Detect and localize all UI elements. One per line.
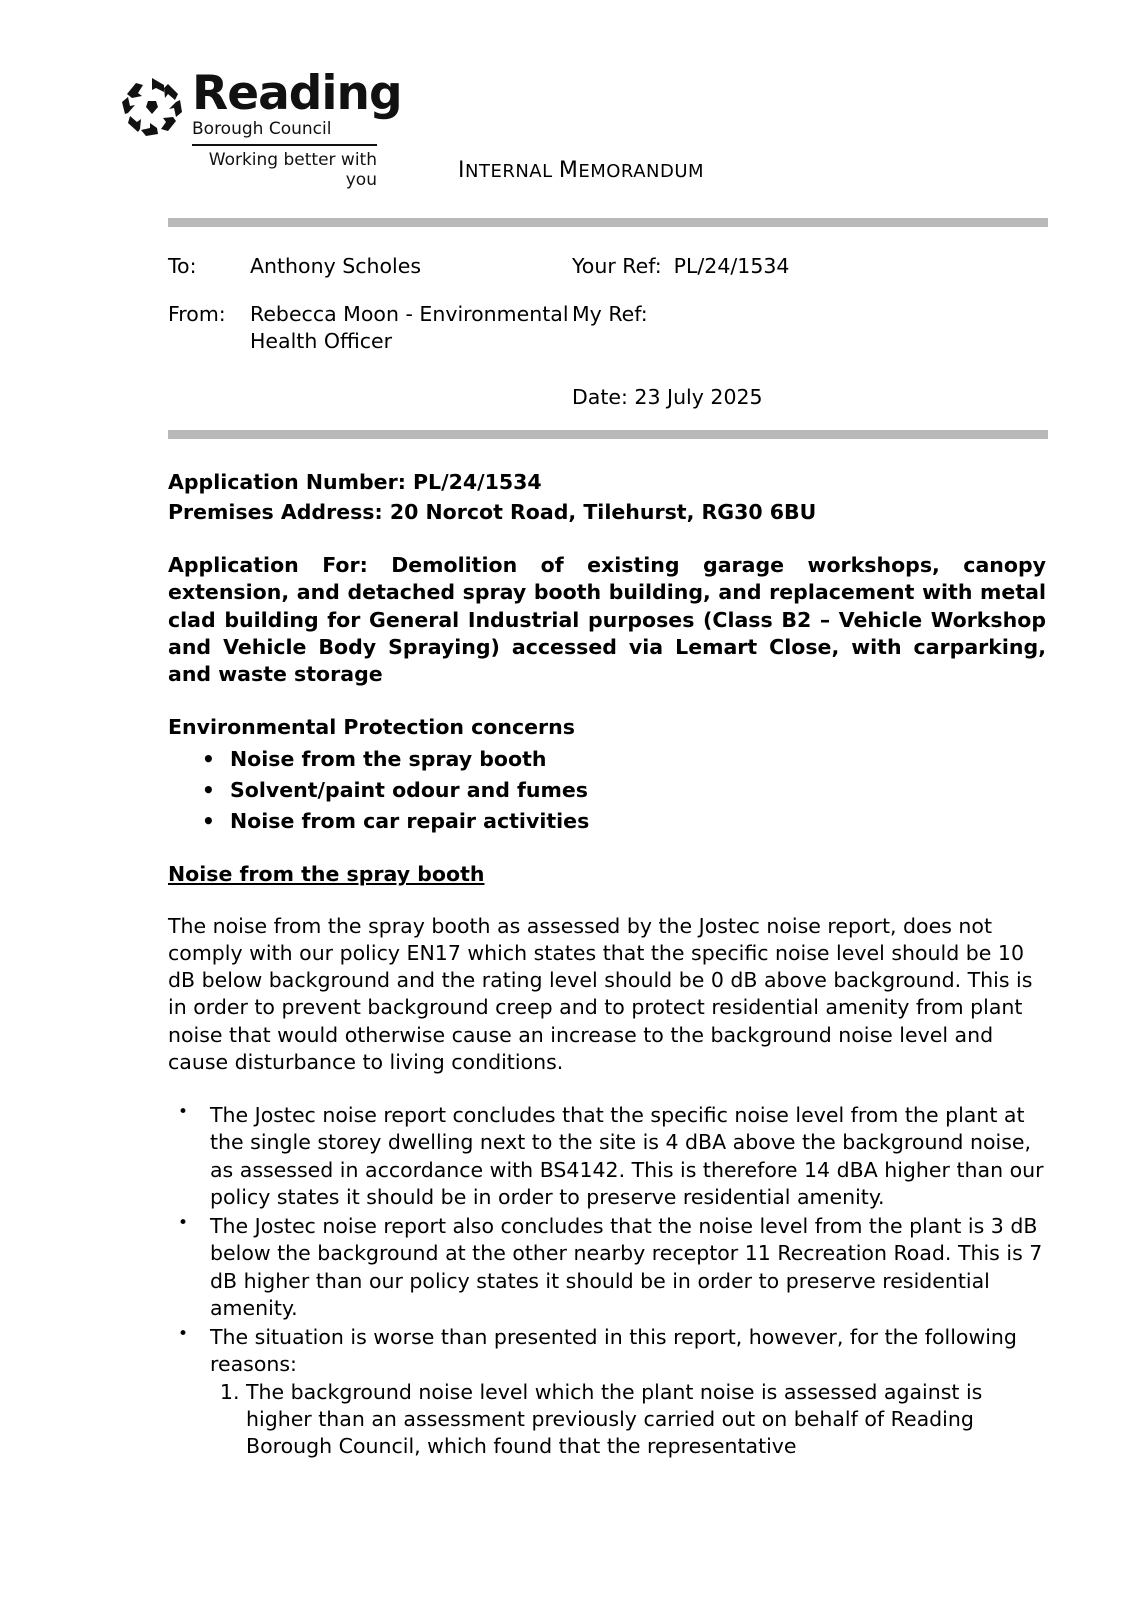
list-item — [210, 1324, 1046, 1460]
to-label: To: — [168, 254, 197, 278]
application-number: Application Number: PL/24/1534 — [168, 469, 542, 494]
document-header — [0, 0, 1132, 190]
from-value: Rebecca Moon - Environmental Health Officer — [250, 301, 569, 354]
sub-findings-list — [210, 1379, 1046, 1461]
header-divider-bottom — [168, 430, 1048, 439]
application-details — [168, 469, 1046, 527]
paragraph-policy-en17: The noise from the spray booth as assessed by the Jostec noise report, does not comply with our policy EN17 which states that the specific noise level should be 10 dB below background and the rating level should be 0 dB above background. This is in order to prevent background creep and to protect residential amenity from plant noise that would otherwise cause an increase to the background noise level and cause disturbance to living conditions. — [168, 913, 1033, 1074]
your-ref-label: Your Ref: — [572, 254, 662, 278]
list-item: • Solvent/paint odour and fumes — [230, 777, 1046, 804]
header-divider-top — [168, 218, 1048, 227]
council-logo — [120, 66, 402, 190]
to-value: Anthony Scholes — [250, 254, 422, 278]
list-item: • The Jostec noise report also concludes that the noise level from the plant is 3 dB below the background at the other nearby receptor 11 Recreation Road. This is 7 dB higher than our policy states it should be in order to preserve residential amenity. — [210, 1213, 1046, 1322]
logo-subtitle: Borough Council — [192, 119, 377, 146]
reading-borough-council-logo-icon — [120, 76, 184, 138]
findings-list — [168, 1102, 1046, 1460]
memo-title: INTERNAL MEMORANDUM — [458, 158, 705, 183]
list-item-text: The situation is worse than presented in this report, however, for the following reasons: — [210, 1325, 1017, 1377]
list-item: 1. The background noise level which the plant noise is assessed against is higher than an assessment previously carried out on behalf of Reading Borough Council, which found that the representative — [246, 1379, 1046, 1461]
concerns-list — [168, 746, 1046, 836]
meta-row-to — [168, 253, 1048, 281]
from-label: From: — [168, 301, 226, 326]
list-item: • Noise from the spray booth — [230, 746, 1046, 773]
memo-body — [168, 469, 1046, 1461]
logo-wordmark: Reading — [192, 66, 402, 121]
premises-address: Premises Address: 20 Norcot Road, Tilehurst, RG30 6BU — [168, 499, 817, 524]
logo-tagline: Working better with you — [208, 150, 377, 190]
my-ref-label: My Ref: — [572, 301, 648, 326]
list-item: • The Jostec noise report concludes that the specific noise level from the plant at the single storey dwelling next to the site is 4 dBA above the background noise, as assessed in accordance with BS4142. This is therefore 14 dBA higher than our policy states it should be in order to preserve residential amenity. — [210, 1102, 1046, 1211]
section-heading-noise-spray-booth: Noise from the spray booth — [168, 862, 485, 887]
concerns-title: Environmental Protection concerns — [168, 715, 575, 740]
application-for: Application For: Demolition of existing garage workshops, canopy extension, and detached spray booth building, and replacement with metal clad building for General Industrial purposes (Class B2 – Vehicle Workshop and Vehicle Body Spraying) accessed via Lemart Close, with carparking, and waste storage — [168, 553, 1046, 687]
your-ref-value: PL/24/1534 — [673, 254, 790, 278]
memo-meta — [168, 253, 1048, 412]
meta-row-from — [168, 301, 1048, 356]
list-item: • Noise from car repair activities — [230, 808, 1046, 835]
memo-date: Date: 23 July 2025 — [572, 385, 763, 410]
